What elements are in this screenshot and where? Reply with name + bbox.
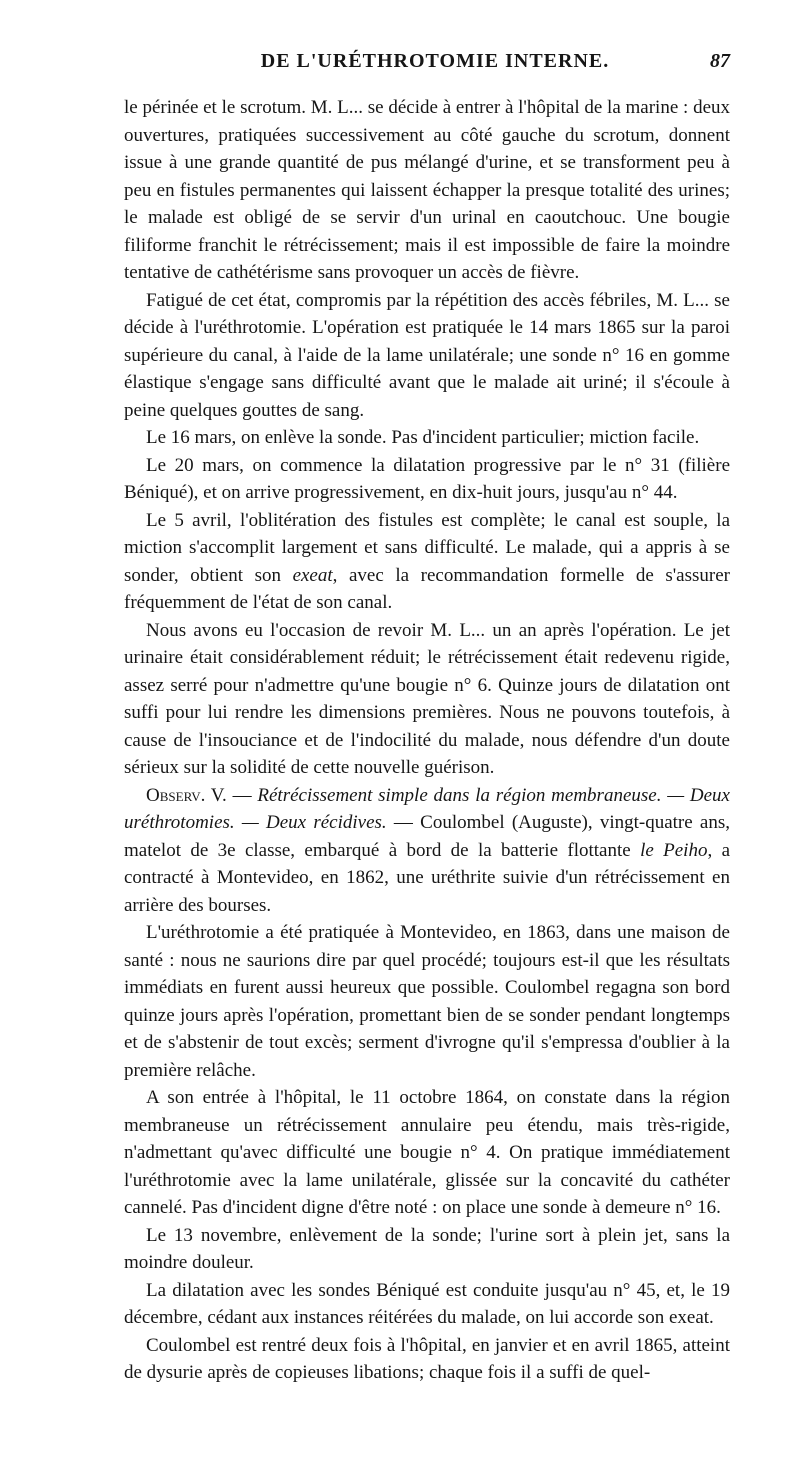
paragraph: Le 13 novembre, enlèvement de la sonde; l'urine sort à plein jet, sans la moindre douleur. — [124, 1224, 730, 1273]
text-segment: , avec la recommandation formelle de s'assurer fréquemment de l'état de son canal. — [124, 564, 730, 613]
italic-segment: le Peiho — [640, 839, 708, 861]
paragraph: L'uréthrotomie a été pratiquée à Montevideo, en 1863, dans une maison de santé : nous ne saurions dire par quel procédé; toujours est-il que les résultats immédiats en furent aussi heureux que possible. Coulombel regagna son bord quinze jours après l'opération, promettant bien de se sonder pendant longtemps et de s'abstenir de tout excès; serment d'ivrogne qu'il s'empressa d'oublier à la première relâche. — [124, 922, 730, 1081]
paragraph: Le 16 mars, on enlève la sonde. Pas d'incident particulier; miction facile. — [146, 427, 700, 448]
body-text — [124, 94, 730, 1387]
paragraph — [124, 1277, 730, 1332]
paragraph: Coulombel est rentré deux fois à l'hôpital, en janvier et en avril 1865, atteint de dysurie après de copieuses libations; chaque fois il a suffi de quel- — [124, 1334, 730, 1383]
page-number: 87 — [710, 50, 730, 72]
running-title: DE L'URÉTHROTOMIE INTERNE. — [260, 50, 610, 72]
italic-segment: exeat — [292, 564, 333, 586]
paragraph: Fatigué de cet état, compromis par la répétition des accès fébriles, M. L... se décide à l'uréthrotomie. L'opération est pratiquée le 14 mars 1865 sur la paroi supérieure du canal, à l'aide de la lame unilatérale; une sonde n° 16 en gomme élastique s'engage sans difficulté avant que le malade ait uriné; il s'écoule à peine quelques gouttes de sang. — [124, 289, 730, 421]
text-segment: La dilatation avec les sondes Béniqué est conduite jusqu'au n° 45, et, le 19 décembre, cédant aux instances réitérées du malade, on lui accorde son — [124, 1279, 730, 1328]
text-segment: , a contracté à Montevideo, en 1862, une uréthrite suivie d'un rétrécissement en arrière des bourses. — [124, 839, 731, 916]
paragraph: le périnée et le scrotum. M. L... se décide à entrer à l'hôpital de la marine : deux ouvertures, pratiquées successivement au côté gauche du scrotum, donnent issue à une grande quantité de pus mélangé d'urine, et se transforment peu à peu en fistules permanentes qui laissent échapper la presque totalité des urines; le malade est obligé de se servir d'un urinal en caoutchouc. Une bougie filiforme franchit le rétrécissement; mais il est impossible de faire la moindre tentative de cathétérisme sans provoquer un accès de fièvre. — [124, 97, 730, 283]
text-segment: — Coulombel (Auguste), vingt-quatre ans, matelot de 3e classe, embarqué à bord de la batterie flottante — [124, 812, 730, 861]
text-segment: exeat — [668, 1307, 710, 1328]
text-segment: . — [709, 1307, 714, 1328]
small-caps-segment: Observ. — [146, 784, 206, 806]
paragraph — [124, 507, 730, 617]
text-segment: Le 5 avril, l'oblitération des fistules est complète; le canal est souple, la miction s'accomplit largement et sans difficulté. Le malade, qui a appris à se sonder, obtient son — [124, 509, 730, 586]
paragraph: A son entrée à l'hôpital, le 11 octobre 1864, on constate dans la région membraneuse un rétrécissement annulaire peu étendu, mais très-rigide, n'admettant qu'avec difficulté une bougie n° 4. On pratique immédiatement l'uréthrotomie avec la lame unilatérale, glissée sur la concavité du cathéter cannelé. Pas d'incident digne d'être noté : on place une sonde à demeure n° 16. — [124, 1087, 730, 1218]
case-heading-paragraph — [124, 782, 730, 920]
italic-segment: Rétrécissement simple dans la région membraneuse. — Deux uréthrotomies. — Deux récidives. — [124, 784, 730, 833]
running-head — [124, 50, 730, 80]
paragraph: Le 20 mars, on commence la dilatation progressive par le n° 31 (filière Béniqué), et on arrive progressivement, en dix-huit jours, jusqu'au n° 44. — [124, 454, 730, 503]
text-segment: V. — — [205, 784, 258, 806]
paragraph: Nous avons eu l'occasion de revoir M. L... un an après l'opération. Le jet urinaire était considérablement réduit; le rétrécissement était redevenu rigide, assez serré pour n'admettre qu'une bougie n° 6. Quinze jours de dilatation ont suffi pour lui rendre les dimensions premières. Nous ne pouvons toutefois, à cause de l'insouciance et de l'indocilité du malade, nous défendre d'un doute sérieux sur la solidité de cette nouvelle guérison. — [124, 619, 730, 778]
